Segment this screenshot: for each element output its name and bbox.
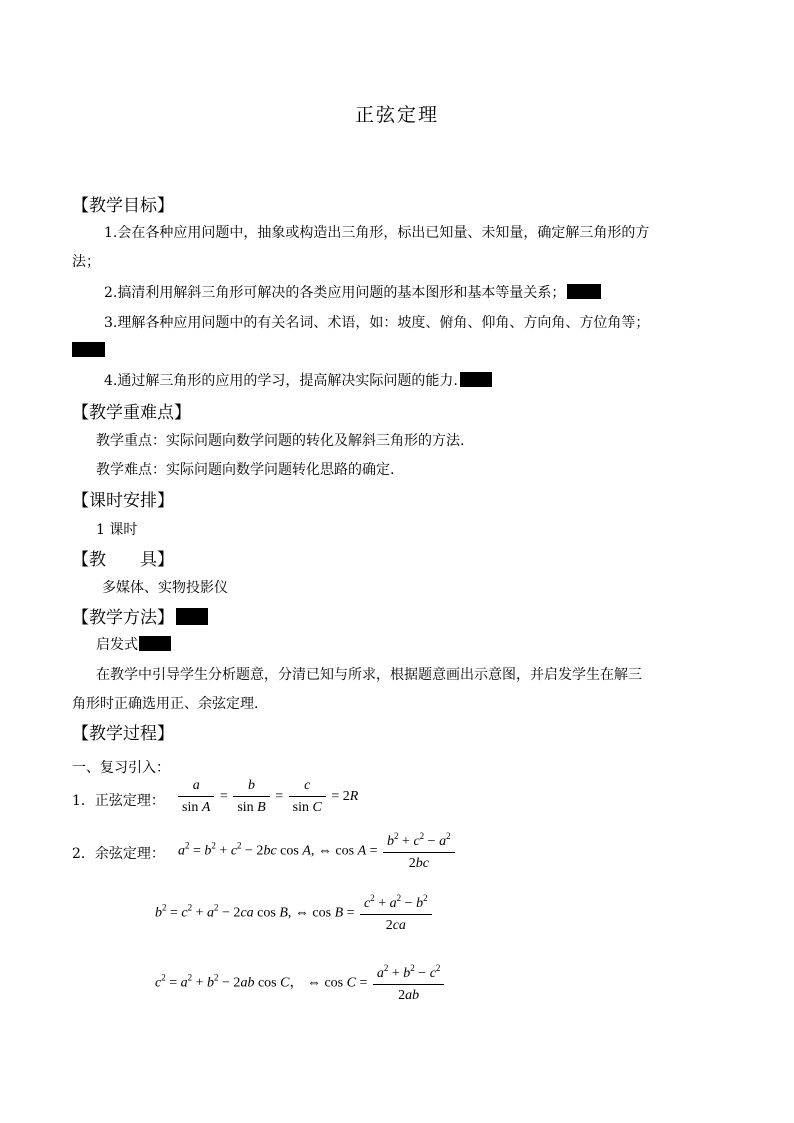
redaction-block (460, 372, 492, 387)
sine-law-label: 1．正弦定理： (72, 793, 165, 809)
redaction-block (176, 608, 208, 625)
method-heading: 【教学方法】 (72, 603, 208, 628)
process-heading: 【教学过程】 (72, 724, 174, 744)
cosine-law-b: $b^2 = c^2 + a^2 - 2ca$ cos B, ⇔ cos B = $\frac{c^2 + a^2 - b^2}{2ca}$ (155, 893, 434, 934)
goals-heading: 【教学目标】 (72, 196, 174, 216)
tools-value: 多媒体、实物投影仪 (102, 580, 228, 596)
page-title: 正弦定理 (354, 104, 439, 126)
redaction-block (567, 284, 601, 299)
schedule-value: 1 课时 (96, 522, 138, 538)
cosine-law-a: $a^2 = b^2 + c^2 - 2bc$ cos A, ⇔ cos A = $\frac{b^2 + c^2 - a^2}{2bc}$ (178, 831, 457, 872)
tools-heading: 【教 具】 (72, 550, 174, 570)
review-heading: 一、复习引入： (72, 760, 170, 776)
method-value: 启发式 (96, 634, 171, 654)
schedule-heading: 【课时安排】 (72, 491, 174, 511)
redaction-block (139, 636, 171, 651)
key-point: 教学重点：实际问题向数学问题的转化及解斜三角形的方法. (96, 433, 465, 449)
method-desc-line-1: 在教学中引导学生分析题意，分清已知与所求，根据题意画出示意图，并启发学生在解三 (96, 667, 642, 683)
goal-3-redaction (72, 340, 105, 359)
goal-1-line-2: 法； (72, 254, 100, 270)
difficult-point: 教学难点：实际问题向数学问题转化思路的确定. (96, 462, 395, 478)
redaction-block (72, 342, 105, 357)
key-points-heading: 【教学重难点】 (72, 403, 191, 423)
method-desc-line-2: 角形时正确选用正、余弦定理. (72, 696, 259, 712)
cosine-law-c: $c^2 = a^2 + b^2 - 2ab$ cos C， ⇔ cos C = $\frac{a^2 + b^2 - c^2}{2ab}$ (155, 963, 446, 1004)
goal-1-line-1: 1.会在各种应用问题中，抽象或构造出三角形，标出已知量、未知量，确定解三角形的方 (104, 225, 650, 241)
cosine-law-label: 2．余弦定理： (72, 846, 165, 862)
goal-3: 3.理解各种应用问题中的有关名词、术语，如：坡度、俯角、仰角、方向角、方位角等； (104, 315, 650, 331)
sine-law-formula: $\frac{a}{\text{sin A}}$ = $\frac{b}{\text{sin B}}$ = $\frac{c}{\text{sin C}}$ = 2R (176, 778, 358, 816)
goal-2: 2.搞清利用解斜三角形可解决的各类应用问题的基本图形和基本等量关系； (104, 282, 601, 302)
goal-4: 4.通过解三角形的应用的学习，提高解决实际问题的能力. (104, 370, 492, 390)
